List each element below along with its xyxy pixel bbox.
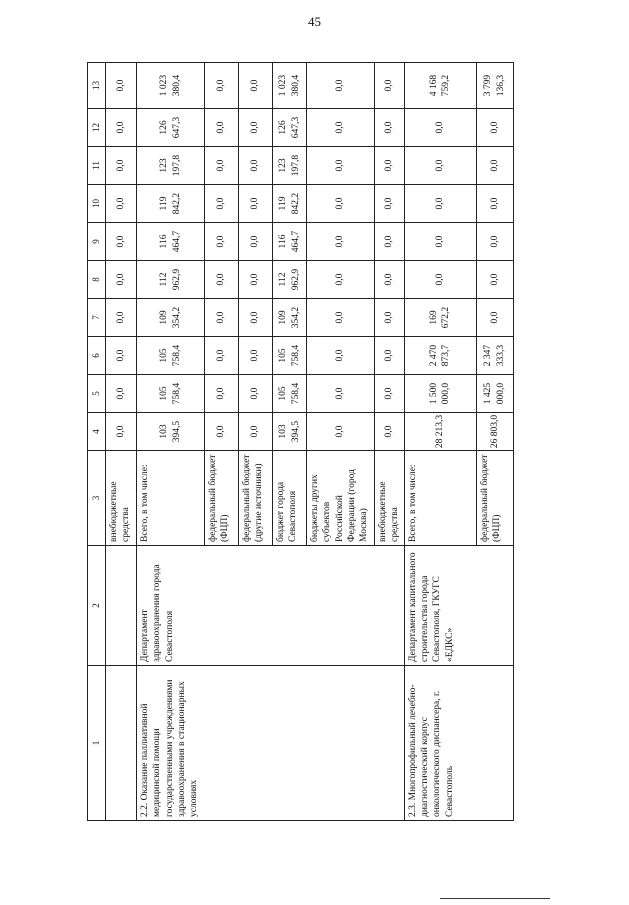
column-header: 6 — [88, 337, 106, 375]
value-cell: 0,0 — [375, 147, 405, 185]
value-cell: 0,0 — [375, 185, 405, 223]
column-header: 8 — [88, 261, 106, 299]
column-header: 2 — [88, 546, 106, 666]
value-cell: 0,0 — [307, 109, 375, 147]
value-cell: 0,0 — [307, 337, 375, 375]
header-row — [88, 63, 106, 821]
table-row — [106, 63, 137, 821]
executor-cell: Департамент здравоохранения города Севастополя — [137, 546, 405, 666]
value-cell: 0,0 — [307, 375, 375, 413]
value-cell: 1 500 000,0 — [404, 375, 476, 413]
value-cell: 112 962,9 — [137, 261, 205, 299]
value-cell: 0,0 — [476, 109, 513, 147]
column-header: 7 — [88, 299, 106, 337]
measure-name-cell: 2.2. Оказание паллиативной медицинской помощи государственными учреждениями здравоохранения в стационарных условиях — [137, 666, 405, 821]
value-cell: 126 647,3 — [137, 109, 205, 147]
value-cell: 0,0 — [239, 299, 273, 337]
value-cell: 0,0 — [106, 109, 137, 147]
value-cell: 0,0 — [239, 63, 273, 109]
value-cell: 123 197,8 — [137, 147, 205, 185]
value-cell: 0,0 — [375, 413, 405, 451]
funding-source-cell: Всего, в том числе: — [137, 451, 205, 546]
value-cell: 0,0 — [205, 299, 239, 337]
value-cell: 0,0 — [205, 261, 239, 299]
value-cell: 0,0 — [239, 337, 273, 375]
value-cell: 0,0 — [375, 109, 405, 147]
funding-source-cell: бюджет города Севастополя — [273, 451, 307, 546]
value-cell: 126 647,3 — [273, 109, 307, 147]
value-cell: 0,0 — [476, 299, 513, 337]
measure-name-cell — [106, 666, 137, 821]
table-row — [404, 63, 476, 821]
funding-source-cell: федеральный бюджет (другие источники) — [239, 451, 273, 546]
column-header: 10 — [88, 185, 106, 223]
value-cell: 116 464,7 — [273, 223, 307, 261]
value-cell: 112 962,9 — [273, 261, 307, 299]
value-cell: 1 023 380,4 — [273, 63, 307, 109]
value-cell: 103 394,5 — [273, 413, 307, 451]
value-cell: 0,0 — [106, 299, 137, 337]
funding-source-cell: федеральный бюджет (ФЦП) — [205, 451, 239, 546]
value-cell: 0,0 — [239, 375, 273, 413]
value-cell: 0,0 — [404, 261, 476, 299]
bottom-rule — [440, 898, 550, 899]
value-cell: 0,0 — [239, 413, 273, 451]
rotated-table-container — [87, 63, 545, 821]
value-cell: 0,0 — [205, 375, 239, 413]
value-cell: 0,0 — [106, 147, 137, 185]
table-row — [137, 63, 205, 821]
value-cell: 0,0 — [239, 261, 273, 299]
value-cell: 105 758,4 — [273, 375, 307, 413]
value-cell: 123 197,8 — [273, 147, 307, 185]
value-cell: 105 758,4 — [273, 337, 307, 375]
value-cell: 0,0 — [205, 413, 239, 451]
value-cell: 0,0 — [205, 109, 239, 147]
executor-cell — [106, 546, 137, 666]
value-cell: 0,0 — [106, 375, 137, 413]
value-cell: 105 758,4 — [137, 337, 205, 375]
column-header: 5 — [88, 375, 106, 413]
value-cell: 1 425 000,0 — [476, 375, 513, 413]
value-cell: 2 470 873,7 — [404, 337, 476, 375]
value-cell: 0,0 — [307, 299, 375, 337]
value-cell: 103 394,5 — [137, 413, 205, 451]
funding-source-cell: внебюджетные средства — [375, 451, 405, 546]
value-cell: 109 354,2 — [273, 299, 307, 337]
value-cell: 0,0 — [106, 261, 137, 299]
value-cell: 105 758,4 — [137, 375, 205, 413]
value-cell: 0,0 — [239, 109, 273, 147]
value-cell: 1 023 380,4 — [137, 63, 205, 109]
table-body — [88, 63, 514, 821]
value-cell: 3 799 136,3 — [476, 63, 513, 109]
value-cell: 169 672,2 — [404, 299, 476, 337]
value-cell: 0,0 — [106, 223, 137, 261]
measure-name-cell: 2.3. Многопрофильный лечебно-диагностический корпус онкологического диспансера, г. Севастополь — [404, 666, 513, 821]
value-cell: 119 842,2 — [273, 185, 307, 223]
value-cell: 109 354,2 — [137, 299, 205, 337]
value-cell: 0,0 — [404, 109, 476, 147]
value-cell: 0,0 — [307, 63, 375, 109]
value-cell: 0,0 — [404, 147, 476, 185]
value-cell: 0,0 — [205, 185, 239, 223]
funding-source-cell: федеральный бюджет (ФЦП) — [476, 451, 513, 546]
value-cell: 119 842,2 — [137, 185, 205, 223]
value-cell: 0,0 — [375, 261, 405, 299]
value-cell: 0,0 — [307, 223, 375, 261]
value-cell: 0,0 — [307, 147, 375, 185]
value-cell: 0,0 — [375, 337, 405, 375]
value-cell: 116 464,7 — [137, 223, 205, 261]
value-cell: 0,0 — [476, 147, 513, 185]
value-cell: 0,0 — [307, 261, 375, 299]
value-cell: 0,0 — [106, 63, 137, 109]
value-cell: 0,0 — [239, 223, 273, 261]
value-cell: 0,0 — [404, 223, 476, 261]
value-cell: 26 803,0 — [476, 413, 513, 451]
column-header: 12 — [88, 109, 106, 147]
value-cell: 0,0 — [205, 63, 239, 109]
column-header: 4 — [88, 413, 106, 451]
column-header: 3 — [88, 451, 106, 546]
funding-source-cell: Всего, в том числе: — [404, 451, 476, 546]
value-cell: 0,0 — [239, 185, 273, 223]
value-cell: 0,0 — [476, 223, 513, 261]
funding-source-cell: внебюджетные средства — [106, 451, 137, 546]
value-cell: 0,0 — [106, 413, 137, 451]
value-cell: 2 347 333,3 — [476, 337, 513, 375]
column-header: 9 — [88, 223, 106, 261]
value-cell: 0,0 — [375, 299, 405, 337]
value-cell: 0,0 — [375, 223, 405, 261]
value-cell: 0,0 — [205, 147, 239, 185]
column-header: 11 — [88, 147, 106, 185]
value-cell: 0,0 — [205, 337, 239, 375]
value-cell: 0,0 — [375, 63, 405, 109]
column-header: 1 — [88, 666, 106, 821]
value-cell: 0,0 — [307, 413, 375, 451]
executor-cell: Департамент капитального строительства города Севастополя, ГКУГС «ЕДКС» — [404, 546, 513, 666]
value-cell: 0,0 — [375, 375, 405, 413]
value-cell: 0,0 — [106, 185, 137, 223]
value-cell: 0,0 — [404, 185, 476, 223]
funding-source-cell: бюджеты других субъектов Российской Федерации (город Москва) — [307, 451, 375, 546]
value-cell: 0,0 — [106, 337, 137, 375]
budget-table — [87, 62, 514, 821]
value-cell: 0,0 — [476, 185, 513, 223]
value-cell: 0,0 — [307, 185, 375, 223]
value-cell: 28 213,3 — [404, 413, 476, 451]
value-cell: 0,0 — [476, 261, 513, 299]
value-cell: 0,0 — [239, 147, 273, 185]
column-header: 13 — [88, 63, 106, 109]
value-cell: 4 168 759,2 — [404, 63, 476, 109]
page-number: 45 — [308, 14, 321, 29]
value-cell: 0,0 — [205, 223, 239, 261]
